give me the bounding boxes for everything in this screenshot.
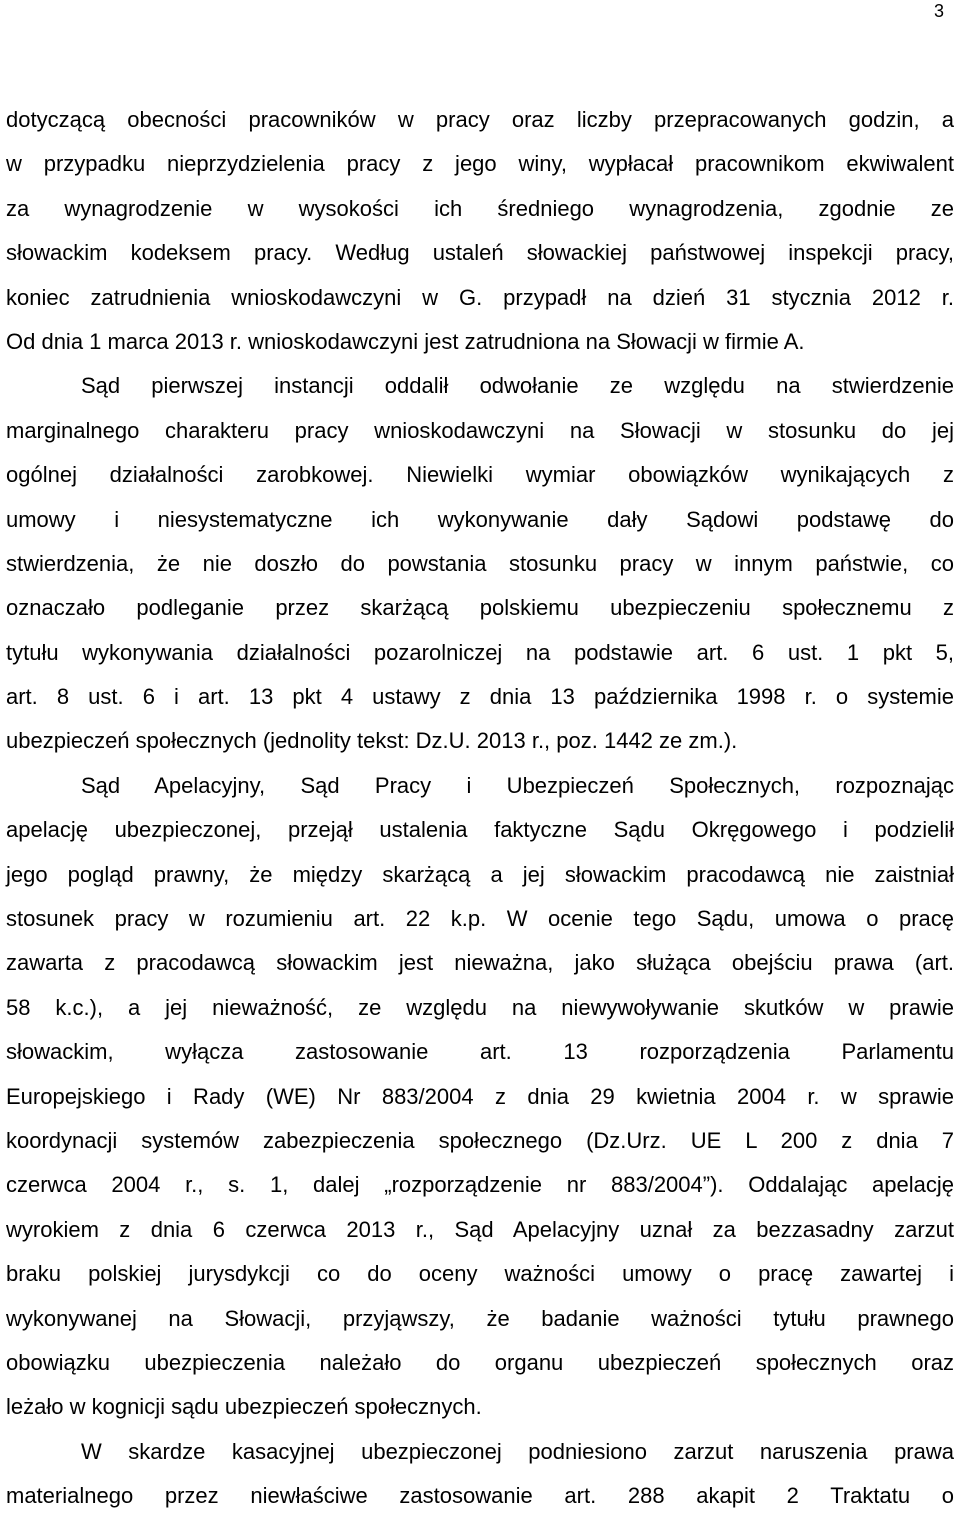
text-line: Od dnia 1 marca 2013 r. wnioskodawczyni jest zatrudniona na Słowacji w firmie A. [6,328,805,354]
text-line: art. 8 ust. 6 i art. 13 pkt 4 ustawy z dnia 13 października 1998 r. o systemie [6,684,954,710]
text-line: dotyczącą obecności pracowników w pracy oraz liczby przepracowanych godzin, a [6,107,954,132]
text-line: stosunek pracy w rozumieniu art. 22 k.p. W ocenie tego Sądu, umowa o pracę [6,906,954,932]
text-line: stwierdzenia, że nie doszło do powstania stosunku pracy w innym państwie, co [6,550,954,576]
text-line: Sąd pierwszej instancji oddalił odwołanie ze względu na stwierdzenie [81,373,954,399]
text-line: koniec zatrudnienia wnioskodawczyni w G. przypadł na dzień 31 stycznia 2012 r. [6,284,954,310]
text-line: za wynagrodzenie w wysokości ich średniego wynagrodzenia, zgodnie ze [6,195,954,221]
text-line: koordynacji systemów zabezpieczenia społecznego (Dz.Urz. UE L 200 z dnia 7 [6,1127,954,1153]
text-line: W skardze kasacyjnej ubezpieczonej podniesiono zarzut naruszenia prawa [81,1438,954,1464]
text-line: obowiązku ubezpieczenia należało do organu ubezpieczeń społecznych oraz [6,1349,954,1375]
text-line: braku polskiej jurysdykcji co do oceny ważności umowy o pracę zawartej i [6,1261,954,1287]
text-line: ogólnej działalności zarobkowej. Niewielki wymiar obowiązków wynikających z [6,462,954,488]
text-line: oznaczało podleganie przez skarżącą polskiemu ubezpieczeniu społecznemu z [6,595,954,621]
text-line: marginalnego charakteru pracy wnioskodawczyni na Słowacji w stosunku do jej [6,417,954,443]
text-line: leżało w kognicji sądu ubezpieczeń społecznych. [6,1394,482,1420]
text-line: słowackim, wyłącza zastosowanie art. 13 rozporządzenia Parlamentu [6,1039,954,1065]
text-line: apelację ubezpieczonej, przejął ustalenia faktyczne Sądu Okręgowego i podzielił [6,817,954,843]
text-line: materialnego przez niewłaściwe zastosowanie art. 288 akapit 2 Traktatu o [6,1483,954,1509]
page-number: 3 [933,1,944,21]
text-line: tytułu wykonywania działalności pozarolniczej na podstawie art. 6 ust. 1 pkt 5, [6,639,954,665]
text-line: słowackim kodeksem pracy. Według ustaleń słowackiej państwowej inspekcji pracy, [6,240,954,266]
text-line: wyrokiem z dnia 6 czerwca 2013 r., Sąd Apelacyjny uznał za bezzasadny zarzut [6,1216,954,1242]
text-line: wykonywanej na Słowacji, przyjąwszy, że badanie ważności tytułu prawnego [6,1305,954,1331]
text-line: jego pogląd prawny, że między skarżącą a jej słowackim pracodawcą nie zaistniał [6,861,954,887]
text-line: 58 k.c.), a jej nieważność, ze względu na niewywoływanie skutków w prawie [6,994,954,1020]
text-line: ubezpieczeń społecznych (jednolity tekst: Dz.U. 2013 r., poz. 1442 ze zm.). [6,728,738,754]
text-line: czerwca 2004 r., s. 1, dalej „rozporządzenie nr 883/2004”). Oddalając apelację [6,1172,954,1198]
text-line: umowy i niesystematyczne ich wykonywanie dały Sądowi podstawę do [6,506,954,532]
text-line: Sąd Apelacyjny, Sąd Pracy i Ubezpieczeń Społecznych, rozpoznając [81,772,954,798]
text-line: Europejskiego i Rady (WE) Nr 883/2004 z dnia 29 kwietnia 2004 r. w sprawie [6,1083,954,1109]
text-line: zawarta z pracodawcą słowackim jest nieważna, jako służąca obejściu prawa (art. [6,950,954,976]
text-line: w przypadku nieprzydzielenia pracy z jego winy, wypłacał pracownikom ekwiwalent [6,151,954,177]
document-body [6,98,954,1519]
